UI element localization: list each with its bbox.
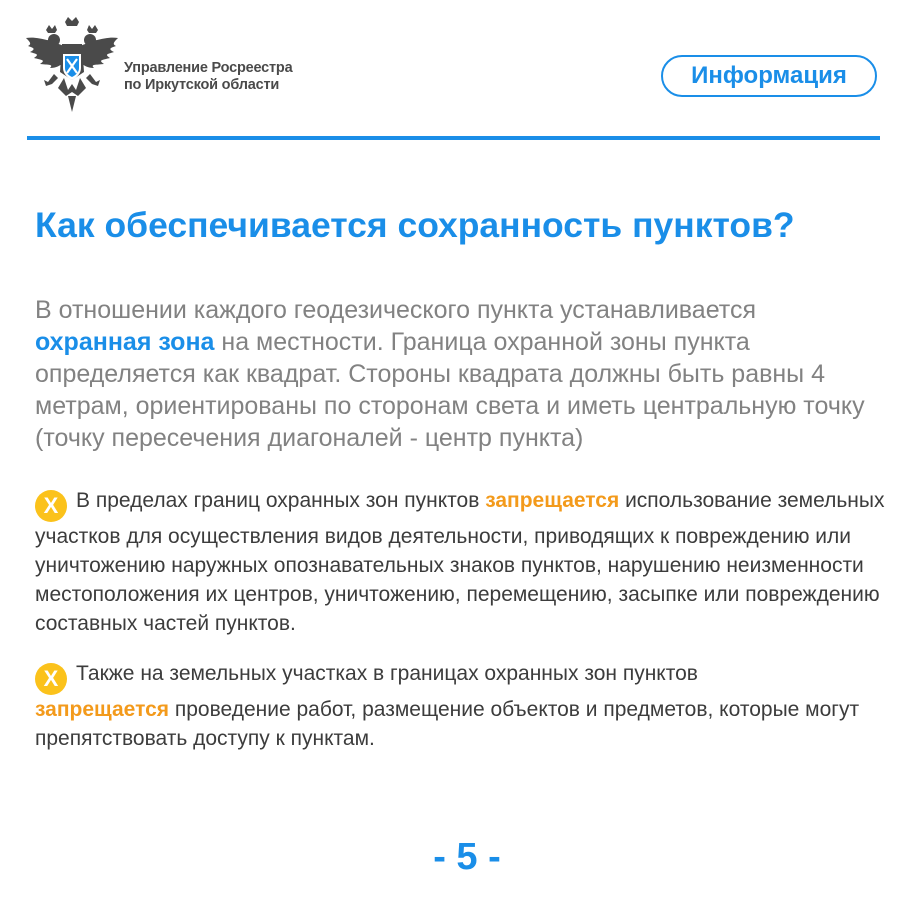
header-divider bbox=[27, 136, 880, 140]
intro-text-rest: на местности. Граница охранной зоны пункта определяется как квадрат. Стороны квадрата должны быть равны 4 метрам, ориентированы по сторонам света и иметь центральную точку (точку пересечения диагоналей - центр пункта) bbox=[35, 328, 865, 452]
prohibition-text-start: Также на земельных участках в границах охранных зон пунктов bbox=[76, 662, 698, 685]
prohibition-keyword: запрещается bbox=[485, 489, 620, 512]
organization-name-line1: Управление Росреестра bbox=[124, 60, 293, 76]
x-mark-icon: X bbox=[35, 663, 67, 695]
organization-name-line2: по Иркутской области bbox=[124, 77, 280, 93]
double-headed-eagle-icon bbox=[24, 16, 120, 114]
organization-name bbox=[124, 60, 292, 94]
prohibition-item bbox=[35, 486, 897, 638]
intro-highlight: охранная зона bbox=[35, 328, 215, 356]
prohibition-text-rest: использование земельных участков для осуществления видов деятельности, приводящих к повреждению или уничтожению наружных опознавательных знаков пунктов, нарушению неизменности местоположения их центров, уничтожению, перемещению, засыпке или повреждению составных частей пунктов. bbox=[35, 489, 885, 635]
intro-paragraph bbox=[35, 294, 895, 454]
prohibition-keyword: запрещается bbox=[35, 698, 170, 721]
info-badge: Информация bbox=[661, 55, 877, 97]
page-number: - 5 - bbox=[433, 836, 501, 878]
header bbox=[0, 0, 906, 140]
prohibition-text-rest: проведение работ, размещение объектов и предметов, которые могут препятствовать доступу к пунктам. bbox=[35, 698, 860, 750]
prohibition-item bbox=[35, 659, 897, 753]
x-mark-icon: X bbox=[35, 490, 67, 522]
intro-text-start: В отношении каждого геодезического пункта устанавливается bbox=[35, 296, 756, 324]
page-title: Как обеспечивается сохранность пунктов? bbox=[35, 205, 795, 245]
prohibition-text-start: В пределах границ охранных зон пунктов bbox=[76, 489, 486, 512]
